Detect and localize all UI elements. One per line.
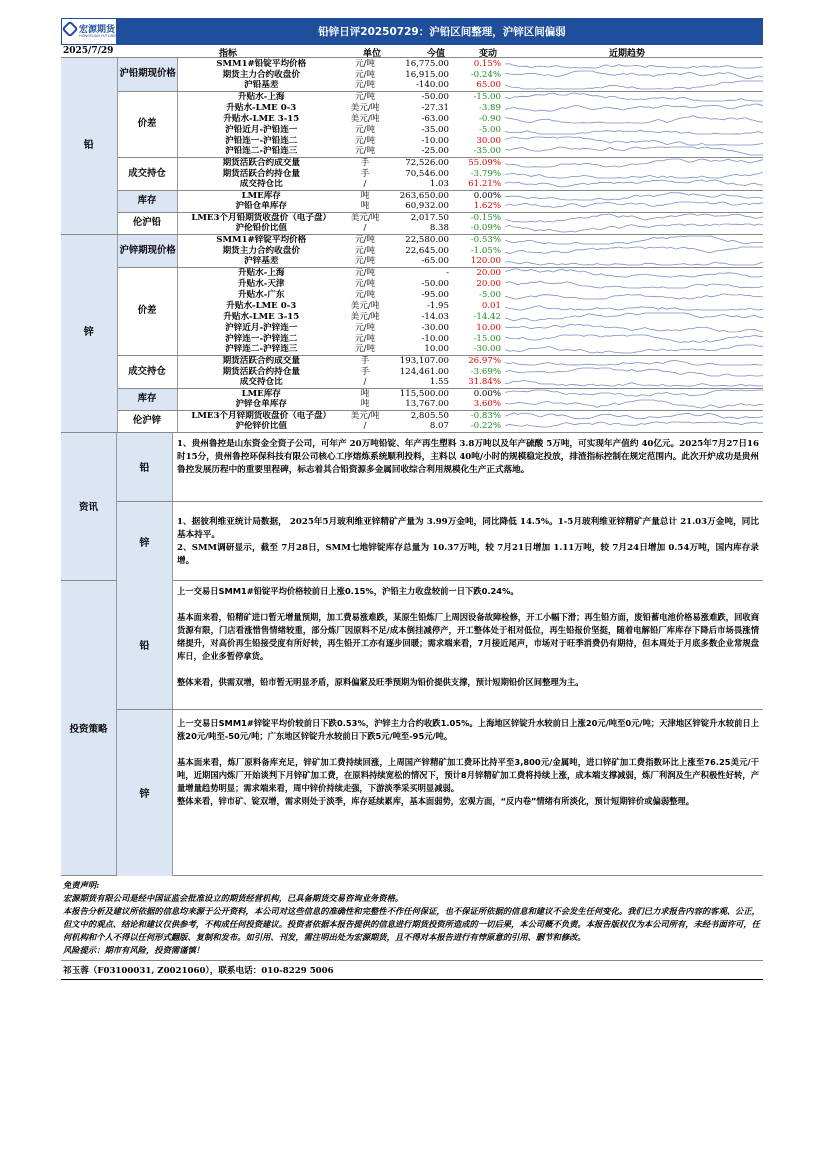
trend-line: [505, 360, 763, 365]
indicator-name: 沪铅仓单库存: [177, 201, 345, 212]
indicator-unit: 元/吨: [354, 267, 376, 278]
indicator-value: 193,107.00: [399, 355, 449, 366]
info-label: 资讯: [61, 433, 117, 580]
indicator-name: 升贴水-LME 0-3: [226, 300, 297, 311]
indicator-change: -0.09%: [451, 223, 503, 234]
trend-line: [505, 214, 763, 222]
trend-cell: [503, 179, 763, 190]
indicator-name: 期货活跃合约持仓量: [222, 168, 300, 179]
indicator-value: 263,650.00: [399, 190, 449, 201]
trend-cell: [503, 234, 763, 245]
trend-cell: [503, 168, 763, 179]
indicator-unit: 元/吨: [354, 135, 376, 146]
indicator-value: 16,775.00: [405, 58, 449, 69]
indicator-unit: 手: [360, 168, 370, 179]
indicator-unit: 元/吨: [354, 91, 376, 102]
indicator-value: 70,546.00: [405, 168, 449, 179]
trend-cell: [503, 267, 763, 278]
trend-line: [505, 422, 763, 427]
indicator-unit: 元/吨: [354, 278, 376, 289]
indicator-unit: 元/吨: [345, 146, 385, 157]
trend-line: [505, 180, 763, 187]
indicator-change: -3.89: [478, 102, 501, 113]
trend-cell: [503, 135, 763, 146]
indicator-change: -0.90: [478, 113, 501, 124]
trend-sparkline: [505, 323, 763, 333]
trend-cell: [503, 91, 763, 102]
indicator-change: 30.00: [476, 135, 501, 146]
trend-line: [505, 305, 763, 309]
indicator-unit: 美元/吨: [350, 113, 380, 124]
indicator-unit: 美元/吨: [350, 410, 380, 421]
indicator-change: 55.09%: [468, 157, 501, 168]
indicator-unit: 元/吨: [354, 69, 376, 80]
trend-cell: [503, 333, 763, 344]
trend-sparkline: [505, 356, 763, 366]
indicator-change: -15.00: [473, 91, 501, 102]
trend-line: [505, 115, 763, 122]
indicator-name: LME库存: [241, 190, 281, 201]
indicator-change: 61.21%: [451, 179, 503, 190]
trend-sparkline: [505, 235, 763, 245]
indicator-value: 16,915.00: [405, 69, 449, 80]
indicator-name: SMM1#铅锭平均价格: [216, 58, 307, 69]
info-zinc-label: 锌: [117, 502, 173, 581]
trend-cell: [503, 212, 763, 223]
company-logo: [61, 18, 117, 45]
trend-line: [505, 159, 763, 167]
indicator-unit: /: [345, 223, 385, 234]
disclaimer-title: 免责声明:: [63, 879, 100, 890]
logo-text-cn: 宏源期货: [79, 25, 116, 35]
table-row: [61, 410, 763, 421]
table-row: [61, 355, 763, 366]
trend-cell: [503, 113, 763, 124]
trend-sparkline: [505, 92, 763, 102]
indicator-name: LME库存: [241, 388, 281, 399]
trend-line: [505, 335, 763, 342]
indicator-name: 沪锌仓单库存: [177, 399, 345, 410]
indicator-value: 72,526.00: [405, 157, 449, 168]
table-row: [61, 212, 763, 223]
strategy-section: [61, 581, 763, 876]
trend-line: [505, 93, 763, 101]
trend-sparkline: [505, 344, 763, 354]
indicator-name: 期货活跃合约成交量: [222, 157, 300, 168]
indicator-name: 升贴水-上海: [237, 91, 285, 102]
group-label: 价差: [117, 267, 177, 355]
trend-sparkline: [505, 312, 763, 322]
indicator-unit: 元/吨: [354, 58, 376, 69]
logo-text-en: HONGYUAN FUTURES: [79, 34, 118, 38]
trend-sparkline: [505, 389, 763, 399]
indicator-unit: 元/吨: [354, 234, 376, 245]
trend-sparkline: [505, 191, 763, 201]
trend-cell: [503, 399, 763, 410]
metrics-table: [61, 58, 763, 433]
trend-sparkline: [505, 125, 763, 135]
strategy-label: 投资策略: [61, 581, 117, 875]
trend-cell: [503, 157, 763, 168]
report-date: 2025/7/29: [63, 46, 114, 56]
trend-sparkline: [505, 146, 763, 156]
indicator-change: -1.05%: [470, 245, 501, 256]
analyst-contact: 祁玉蓉（F03100031, Z0021060），联系电话：010-8229 5006: [61, 961, 763, 980]
trend-cell: [503, 410, 763, 421]
trend-line: [505, 81, 763, 89]
column-change: 变动: [479, 49, 498, 59]
indicator-value: 10.00: [385, 344, 451, 355]
trend-line: [505, 130, 763, 134]
trend-line: [505, 71, 763, 78]
strategy-zinc-text: 上一交易日SMM1#锌锭平均价较前日下跌0.53%，沪锌主力合约收跌1.05%。上海地区锌锭升水较前日上涨20元/吨至0元/吨；天津地区锌锭升水较前日上涨20元/吨至-50元/吨；广东地区锌锭升水较前日下跌5元/吨至-95元/吨。 基本面来看，炼厂原料备库充足，锌矿加工费持续回涨，上周国产锌精矿加工费环比持平至3,800元/金属吨，进口锌矿加工费指数环比上涨至76.25美元/干吨，近期国内炼厂开始谈判下月锌矿加工费，在原料持续宽松的情况下，预计8月锌精矿加工费将持续上涨，成本端支撑减弱，炼厂利润及生产积极性好转，产量增量趋势明显；需求端来看，周中锌价持续走强，下游淡季采买明显减弱。 整体来看，锌市矿、锭双增，需求则处于淡季，库存延续累库，基本面弱势，宏观方面，“反内卷”情绪有所淡化，预计短期锌价或偏弱整理。: [177, 717, 759, 806]
indicator-value: -140.00: [385, 80, 451, 91]
trend-line: [505, 224, 763, 232]
trend-cell: [503, 421, 763, 432]
indicator-change: 120.00: [451, 256, 503, 267]
strategy-lead-label: 铅: [117, 581, 173, 709]
indicator-name: 升贴水-LME 3-15: [223, 113, 300, 124]
indicator-value: -1.95: [426, 300, 449, 311]
column-indicator: 指标: [219, 49, 238, 59]
report-header: [61, 18, 763, 45]
indicator-value: 13,767.00: [385, 399, 451, 410]
indicator-change: 0.01: [481, 300, 501, 311]
indicator-change: -15.00: [473, 333, 501, 344]
indicator-change: 20.00: [476, 267, 501, 278]
disclaimer-line-2: 本报告分析及建议所依据的信息均来源于公开资料，本公司对这些信息的准确性和完整性不作任何保证，也不保证所依据的信息和建议不会发生任何变化。我们已力求报告内容的客观、公正，但文中的观点、结论和建议仅供参考，不构成任何投资建议。投资者依据本报告提供的信息进行期货投资所造成的一切后果，本公司概不负责。本报告版权仅为本公司所有，未经书面许可，任何机构和个人不得以任何形式翻版、复制和发布。如引用、刊发，需注明出处为宏源期货，且不得对本报告进行有悖原意的引用、删节和修改。: [63, 905, 760, 942]
indicator-unit: 元/吨: [345, 256, 385, 267]
trend-sparkline: [505, 279, 763, 289]
indicator-value: -35.00: [421, 124, 449, 135]
indicator-change: -30.00: [451, 344, 503, 355]
trend-cell: [503, 80, 763, 91]
trend-line: [505, 269, 763, 277]
trend-cell: [503, 278, 763, 289]
trend-line: [505, 192, 763, 200]
indicator-unit: 吨: [360, 388, 370, 399]
trend-sparkline: [505, 421, 763, 431]
table-row: [61, 91, 763, 102]
trend-line: [505, 247, 763, 253]
trend-sparkline: [505, 301, 763, 311]
trend-sparkline: [505, 169, 763, 179]
indicator-name: 沪锌近月-沪锌连一: [225, 322, 298, 333]
indicator-unit: 手: [360, 157, 370, 168]
indicator-unit: 吨: [345, 201, 385, 212]
trend-sparkline: [505, 268, 763, 278]
trend-sparkline: [505, 179, 763, 189]
trend-cell: [503, 190, 763, 201]
indicator-value: -63.00: [421, 113, 449, 124]
indicator-name: SMM1#锌锭平均价格: [216, 234, 307, 245]
indicator-value: -10.00: [421, 333, 449, 344]
indicator-change: 20.00: [476, 278, 501, 289]
trend-line: [505, 390, 763, 396]
trend-cell: [503, 102, 763, 113]
trend-sparkline: [505, 80, 763, 90]
group-label: 沪铅期现价格: [117, 58, 177, 91]
trend-line: [505, 236, 763, 244]
metal-label: 铅: [61, 58, 117, 234]
trend-line: [505, 345, 763, 353]
indicator-unit: 美元/吨: [350, 212, 380, 223]
indicator-unit: 吨: [345, 399, 385, 410]
indicator-value: 2,805.50: [410, 410, 449, 421]
trend-sparkline: [505, 367, 763, 377]
indicator-name: 升贴水-LME 3-15: [223, 311, 300, 322]
indicator-unit: /: [345, 421, 385, 432]
trend-cell: [503, 300, 763, 311]
indicator-name: 成交持仓比: [177, 179, 345, 190]
trend-cell: [503, 377, 763, 388]
trend-sparkline: [505, 70, 763, 80]
indicator-change: -35.00: [451, 146, 503, 157]
indicator-value: 1.03: [385, 179, 451, 190]
trend-cell: [503, 388, 763, 399]
trend-line: [505, 262, 763, 265]
trend-line: [505, 172, 763, 178]
indicator-name: 升贴水-LME 0-3: [226, 102, 297, 113]
indicator-name: 沪锌连一-沪锌连二: [225, 333, 298, 344]
indicator-name: 沪铅基差: [177, 80, 345, 91]
trend-cell: [503, 344, 763, 355]
group-label: 成交持仓: [117, 355, 177, 388]
table-row: [61, 190, 763, 201]
trend-line: [505, 147, 763, 155]
group-label: 价差: [117, 91, 177, 157]
indicator-name: 沪伦锌价比值: [177, 421, 345, 432]
indicator-value: 115,500.00: [399, 388, 449, 399]
indicator-change: -0.83%: [470, 410, 501, 421]
indicator-change: -3.69%: [470, 366, 501, 377]
trend-line: [505, 381, 763, 387]
trend-sparkline: [505, 223, 763, 233]
indicator-change: 0.00%: [473, 190, 501, 201]
trend-line: [505, 400, 763, 408]
indicator-value: -50.00: [421, 278, 449, 289]
indicator-unit: 手: [360, 355, 370, 366]
indicator-unit: 元/吨: [354, 124, 376, 135]
trend-line: [505, 137, 763, 145]
indicator-name: 沪锌基差: [177, 256, 345, 267]
indicator-value: -27.31: [421, 102, 449, 113]
trend-line: [505, 413, 763, 419]
indicator-change: -0.15%: [470, 212, 501, 223]
trend-sparkline: [505, 136, 763, 146]
trend-line: [505, 104, 763, 111]
trend-cell: [503, 146, 763, 157]
indicator-value: 1.55: [385, 377, 451, 388]
trend-sparkline: [505, 399, 763, 409]
trend-sparkline: [505, 114, 763, 124]
metal-label: 锌: [61, 234, 117, 432]
group-label: 库存: [117, 388, 177, 410]
info-zinc-text: 1、据彼利维亚统计局数据， 2025年5月玻利维亚锌精矿产量为 3.99万金吨，同比降低 14.5%。1-5月玻利维亚锌精矿产量总计 21.03万金吨，同比基本持平。 2、SMM调研显示，截至 7月28日，SMM七地锌锭库存总量为 10.37万吨，较 7月21日增加 1.11万吨，较 7月24日增加 0.54万吨，国内库存录增。: [177, 516, 759, 566]
indicator-value: -65.00: [385, 256, 451, 267]
trend-cell: [503, 256, 763, 267]
indicator-value: -30.00: [421, 322, 449, 333]
indicator-name: 升贴水-上海: [237, 267, 285, 278]
trend-cell: [503, 355, 763, 366]
indicator-unit: 元/吨: [354, 333, 376, 344]
indicator-name: 期货主力合约收盘价: [222, 245, 300, 256]
indicator-value: -10.00: [421, 135, 449, 146]
indicator-change: 0.15%: [473, 58, 501, 69]
indicator-unit: 元/吨: [354, 245, 376, 256]
table-row: [61, 157, 763, 168]
indicator-unit: /: [345, 179, 385, 190]
indicator-unit: 美元/吨: [350, 300, 380, 311]
indicator-value: 8.38: [385, 223, 451, 234]
trend-sparkline: [505, 377, 763, 387]
strategy-divider: [117, 709, 763, 710]
trend-cell: [503, 311, 763, 322]
indicator-name: 沪伦铅价比值: [177, 223, 345, 234]
indicator-name: 期货活跃合约持仓量: [222, 366, 300, 377]
indicator-value: 2,017.50: [410, 212, 449, 223]
indicator-value: -50.00: [421, 91, 449, 102]
trend-line: [505, 281, 763, 288]
table-row: [61, 267, 763, 278]
trend-sparkline: [505, 256, 763, 266]
indicator-value: 60,932.00: [385, 201, 451, 212]
trend-cell: [503, 69, 763, 80]
indicator-unit: 手: [360, 366, 370, 377]
trend-cell: [503, 289, 763, 300]
trend-line: [505, 63, 763, 67]
info-divider: [117, 501, 763, 502]
info-lead-text: 1、贵州鲁控是山东资金全资子公司，可年产 20万吨铅锭、年产再生塑料 3.8万吨以及年产硫酸 5万吨，可实现年产值约 40亿元。2025年7月27日16时15分，贵州鲁控环保科技有限公司核心工序熔炼系统顺利投料，主料以 40吨/小时的规模稳定投放，排渣指标控制在规定范围内。此次开炉成功是贵州鲁控发展历程中的重要里程碑，标志着其合铅资源多金属回收综合利用规模化生产正式落地。: [177, 438, 759, 475]
indicator-change: -3.79%: [470, 168, 501, 179]
group-label: 沪锌期现价格: [117, 234, 177, 267]
indicator-name: 沪锌连二-沪锌连三: [177, 344, 345, 355]
indicator-change: 10.00: [476, 322, 501, 333]
info-lead-label: 铅: [117, 433, 173, 501]
table-row: [61, 58, 763, 69]
trend-cell: [503, 124, 763, 135]
indicator-value: 8.07: [385, 421, 451, 432]
indicator-name: 升贴水-广东: [237, 289, 285, 300]
trend-sparkline: [505, 290, 763, 300]
indicator-change: 3.60%: [451, 399, 503, 410]
disclaimer: [61, 876, 763, 961]
column-trend: 近期趋势: [609, 49, 646, 59]
group-label: 伦沪铅: [117, 212, 177, 234]
indicator-unit: 元/吨: [345, 80, 385, 91]
trend-line: [505, 202, 763, 208]
indicator-change: -5.00: [478, 124, 501, 135]
indicator-change: 31.84%: [451, 377, 503, 388]
indicator-value: -: [446, 267, 449, 278]
indicator-name: 升贴水-天津: [237, 278, 285, 289]
column-header-row: [61, 45, 763, 58]
trend-sparkline: [505, 334, 763, 344]
trend-line: [505, 324, 763, 332]
indicator-value: -95.00: [421, 289, 449, 300]
indicator-name: 期货活跃合约成交量: [222, 355, 300, 366]
table-row: [61, 234, 763, 245]
strategy-zinc-label: 锌: [117, 710, 173, 876]
indicator-name: 期货主力合约收盘价: [222, 69, 300, 80]
trend-sparkline: [505, 213, 763, 223]
indicator-unit: /: [345, 377, 385, 388]
indicator-change: 65.00: [451, 80, 503, 91]
column-unit: 单位: [363, 49, 382, 59]
logo-mark-icon: [62, 21, 79, 38]
indicator-change: -0.53%: [470, 234, 501, 245]
trend-sparkline: [505, 201, 763, 211]
indicator-value: 124,461.00: [399, 366, 449, 377]
trend-line: [505, 293, 763, 298]
indicator-change: 1.62%: [451, 201, 503, 212]
report-title: 铅锌日评20250729：沪铅区间整理，沪锌区间偏弱: [318, 26, 566, 38]
indicator-unit: 美元/吨: [350, 311, 380, 322]
indicator-value: -25.00: [385, 146, 451, 157]
column-value: 今值: [427, 49, 446, 59]
indicator-value: -14.03: [421, 311, 449, 322]
indicator-change: -5.00: [478, 289, 501, 300]
trend-cell: [503, 366, 763, 377]
indicator-change: -0.22%: [451, 421, 503, 432]
trend-line: [505, 368, 763, 376]
trend-cell: [503, 201, 763, 212]
trend-sparkline: [505, 411, 763, 421]
trend-cell: [503, 58, 763, 69]
indicator-unit: 元/吨: [354, 322, 376, 333]
disclaimer-line-1: 宏源期货有限公司是经中国证监会批准设立的期货经营机构，已具备期货交易咨询业务资格。: [63, 892, 404, 903]
indicator-value: 22,580.00: [405, 234, 449, 245]
report-page: [61, 18, 763, 980]
indicator-name: 成交持仓比: [177, 377, 345, 388]
indicator-name: LME3个月锌期货收盘价（电子盘）: [191, 410, 332, 421]
indicator-unit: 元/吨: [345, 344, 385, 355]
indicator-name: 沪铅近月-沪铅连一: [225, 124, 298, 135]
indicator-value: 22,645.00: [405, 245, 449, 256]
disclaimer-line-3: 风险提示：期市有风险，投资需谨慎！: [63, 944, 205, 955]
table-row: [61, 388, 763, 399]
trend-cell: [503, 223, 763, 234]
info-section: [61, 433, 763, 581]
strategy-lead-text: 上一交易日SMM1#铅锭平均价格较前日上涨0.15%，沪铅主力收盘较前一日下跌0.24%。 基本面来看，铅精矿进口暂无增量预期，加工费易涨难跌，某原生铅炼厂上周因设备故障检修，开工小幅下滑；再生铅方面，废铅蓄电池价格易涨难跌，回收商货源有限，门店看涨惜售情绪较重，部分炼厂因原料不足/成本倒挂减停产，开工整体处于相对低位，再生铅报价坚挺，随着电解铅厂库库存下降后市场畏涨情绪提升，对高价再生铅接受度有所好转，再生铅开工亦有逐步回暖；需求端来看，7月接近尾声，市场对于旺季消费仍有期待，但本周处于月底多数企业常规盘库日，企业多暂停拿货。 整体来看，供需双增，铅市暂无明显矛盾，原料偏紧及旺季预期为铅价提供支撑，预计短期铅价区间整理为主。: [177, 585, 759, 687]
trend-sparkline: [505, 59, 763, 69]
indicator-name: 沪铅连二-沪铅连三: [177, 146, 345, 157]
group-label: 库存: [117, 190, 177, 212]
indicator-unit: 美元/吨: [350, 102, 380, 113]
trend-sparkline: [505, 158, 763, 168]
indicator-name: 沪铅连一-沪铅连二: [225, 135, 298, 146]
indicator-change: -0.24%: [470, 69, 501, 80]
indicator-change: -14.42: [473, 311, 501, 322]
indicator-unit: 吨: [360, 190, 370, 201]
trend-cell: [503, 245, 763, 256]
trend-cell: [503, 322, 763, 333]
indicator-change: 26.97%: [468, 355, 501, 366]
group-label: 成交持仓: [117, 157, 177, 190]
group-label: 伦沪锌: [117, 410, 177, 432]
trend-sparkline: [505, 103, 763, 113]
indicator-unit: 元/吨: [354, 289, 376, 300]
indicator-change: 0.00%: [473, 388, 501, 399]
trend-line: [505, 313, 763, 321]
trend-sparkline: [505, 246, 763, 256]
indicator-name: LME3个月铅期货收盘价（电子盘）: [191, 212, 332, 223]
